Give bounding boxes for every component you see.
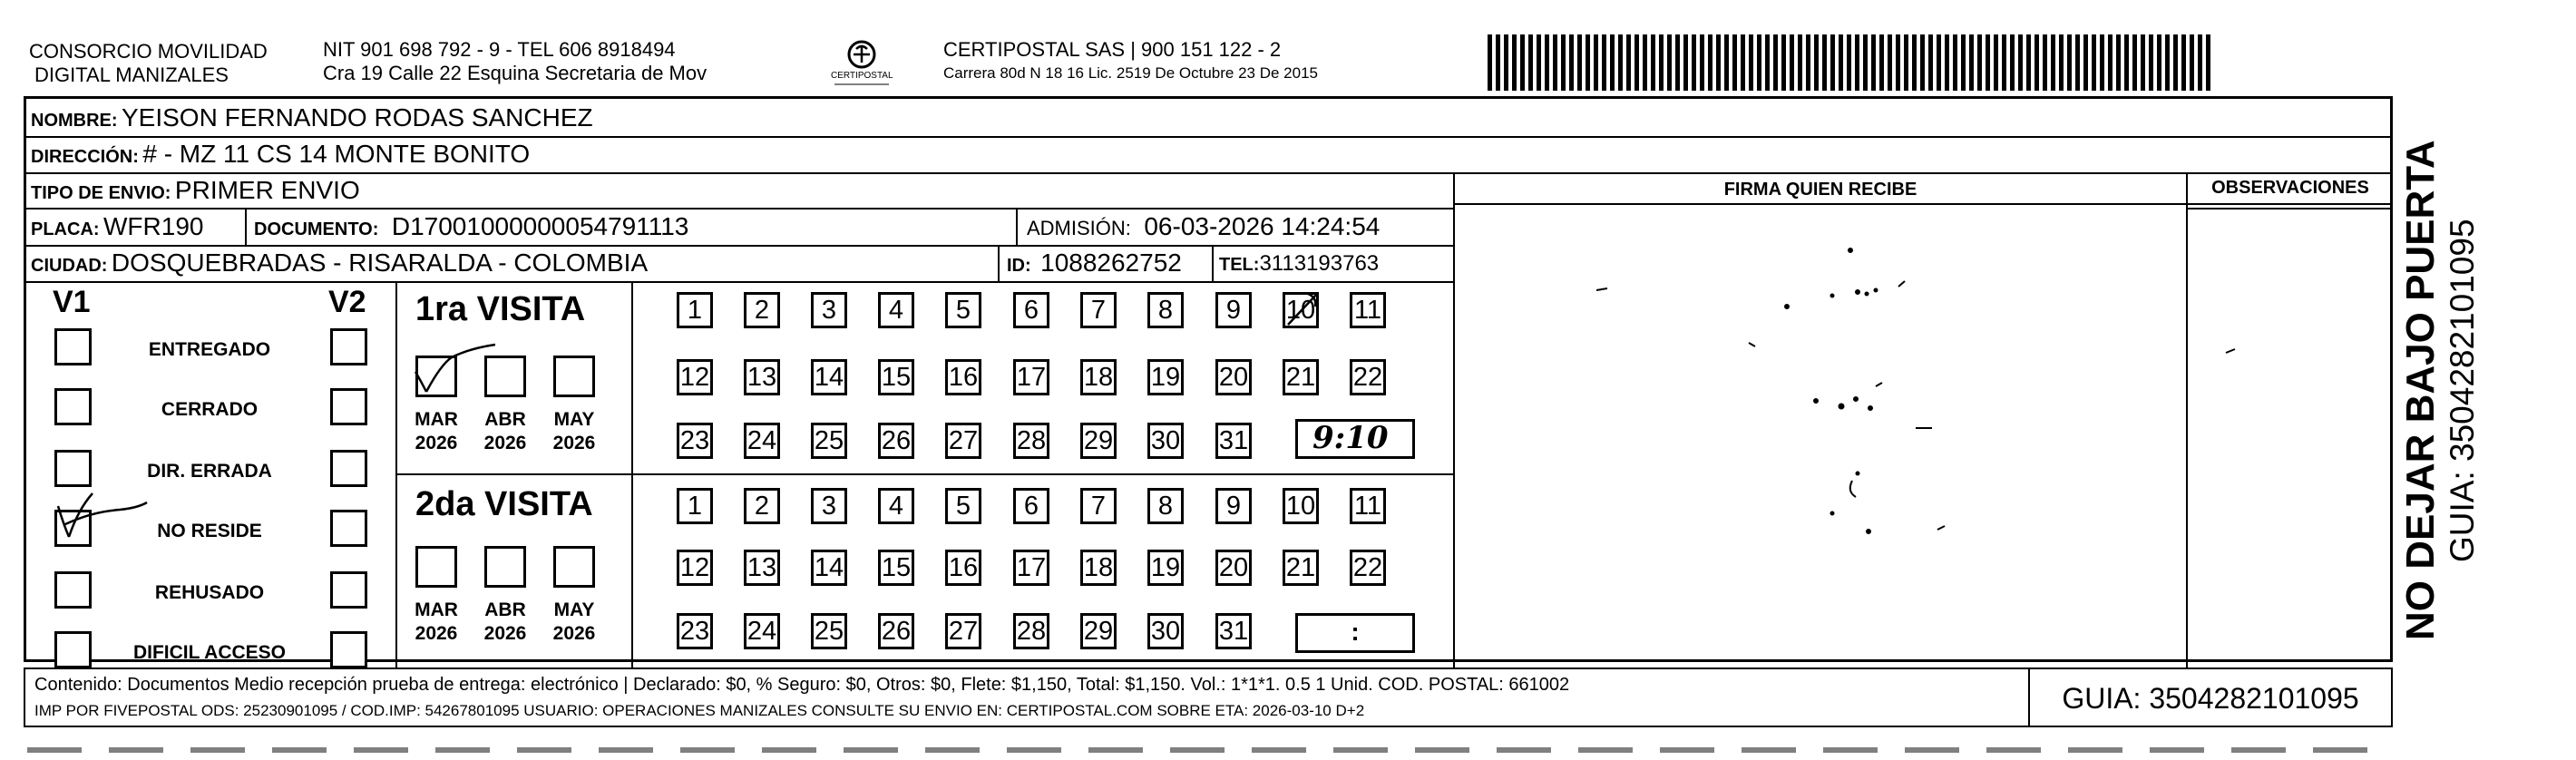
barcode-bar [1634,34,1639,91]
second-visit-day-16[interactable]: 16 [945,550,981,586]
status-label: ENTREGADO [148,339,271,360]
v1-checkbox[interactable] [54,388,92,425]
second-visit-day-10[interactable]: 10 [1283,488,1319,524]
barcode-bar [1937,34,1941,91]
second-visit-month-label: MAR 2026 [415,599,458,644]
first-visit-day-3[interactable]: 3 [811,292,847,328]
side-guia: GUIA: 3504282101095 [2444,219,2481,562]
v2-checkbox[interactable] [330,450,367,487]
second-visit-day-7[interactable]: 7 [1080,488,1117,524]
barcode-bar [2149,34,2153,91]
first-visit-day-31[interactable]: 31 [1215,423,1252,459]
barcode-bar [2173,34,2178,91]
barcode-bar [1855,34,1859,91]
barcode-bar [1757,34,1761,91]
barcode-bar [1920,34,1925,91]
second-visit-day-14[interactable]: 14 [811,550,847,586]
ciudad-value: DOSQUEBRADAS - RISARALDA - COLOMBIA [111,248,649,277]
second-visit-month-mar-checkbox[interactable] [415,546,457,588]
second-visit-day-2[interactable]: 2 [744,488,780,524]
barcode-bar [2002,34,2006,91]
barcode-bar [1863,34,1868,91]
second-visit-day-25[interactable]: 25 [811,613,847,649]
barcode-bar [2083,34,2088,91]
barcode-bar [1488,34,1492,91]
barcode-bar [1741,34,1745,91]
observations-label: OBSERVACIONES [2211,178,2369,198]
status-label: NO RESIDE [157,521,262,541]
barcode-bar [2059,34,2064,91]
barcode-bar [2190,34,2194,91]
second-visit-day-8[interactable]: 8 [1147,488,1184,524]
barcode-bar [1806,34,1810,91]
barcode-bar [1781,34,1786,91]
barcode-bar [1683,34,1688,91]
first-visit-day-1[interactable]: 1 [677,292,713,328]
second-visit-month-may-checkbox[interactable] [553,546,595,588]
first-visit-day-23[interactable]: 23 [677,423,713,459]
second-visit-day-4[interactable]: 4 [878,488,914,524]
first-visit-day-30[interactable]: 30 [1147,423,1184,459]
documento-value: D17001000000054791113 [391,212,689,240]
documento-cell [254,212,688,241]
status-label: DIR. ERRADA [147,461,272,482]
barcode-bar [2010,34,2015,91]
first-visit-day-28[interactable]: 28 [1013,423,1049,459]
barcode-bar [1879,34,1884,91]
placa-cell [31,212,203,241]
first-visit-day-18[interactable]: 18 [1080,359,1117,395]
second-visit-day-22[interactable]: 22 [1350,550,1386,586]
second-visit-day-6[interactable]: 6 [1013,488,1049,524]
footer-content: Contenido: Documentos Medio recepción prueba de entrega: electrónico | Declarado: $0, % Seguro: $0, Otros: $0, Flete: $1,150, Total: $1,150. Vol.: 1*1*1. 0.5 1 Unid. COD. POSTAL: 661002 [34,675,1570,695]
tipo-label: TIPO DE ENVIO: [31,183,171,203]
barcode-bar [1512,34,1517,91]
first-visit-month-label: MAY 2026 [552,409,596,453]
barcode-bar [1586,34,1590,91]
barcode-bar [2051,34,2055,91]
tel-label: TEL: [1219,255,1260,275]
v2-label: V2 [328,285,366,319]
second-visit-day-19[interactable]: 19 [1147,550,1184,586]
first-visit-month-may-checkbox[interactable] [553,356,595,397]
first-visit-day-24[interactable]: 24 [744,423,780,459]
tipo-row [31,176,360,205]
first-visit-day-5[interactable]: 5 [945,292,981,328]
first-visit-day-22[interactable]: 22 [1350,359,1386,395]
v2-checkbox[interactable] [330,631,367,668]
barcode-bar [1659,34,1664,91]
barcode-bar [1732,34,1737,91]
v1-checkbox[interactable] [54,571,92,609]
first-visit-day-9[interactable]: 9 [1215,292,1252,328]
barcode-bar [1798,34,1802,91]
second-visit-day-1[interactable]: 1 [677,488,713,524]
barcode-bar [1839,34,1843,91]
certipostal-logo: CERTIPOSTAL [824,34,900,91]
first-visit-month-label: ABR 2026 [483,409,527,453]
second-visit-day-21[interactable]: 21 [1283,550,1319,586]
barcode-bar [1569,34,1574,91]
placa-label: PLACA: [31,219,100,239]
barcode-bar [1577,34,1582,91]
barcode-bar [2108,34,2113,91]
first-visit-day-27[interactable]: 27 [945,423,981,459]
barcode-bar [1912,34,1917,91]
barcode-bar [1675,34,1680,91]
barcode-bar [1716,34,1721,91]
nombre-value: YEISON FERNANDO RODAS SANCHEZ [122,103,593,132]
second-visit-day-9[interactable]: 9 [1215,488,1252,524]
barcode-bar [2141,34,2145,91]
barcode-bar [1888,34,1892,91]
first-visit-day-6[interactable]: 6 [1013,292,1049,328]
second-visit-day-5[interactable]: 5 [945,488,981,524]
v1-checkbox[interactable] [54,328,92,365]
barcode-bar [1953,34,1957,91]
barcode-bar [1561,34,1566,91]
barcode-bar [2198,34,2202,91]
barcode-bar [2206,34,2210,91]
barcode-bar [1749,34,1753,91]
barcode-bar [2124,34,2129,91]
barcode-bar [1822,34,1827,91]
second-visit-month-label: MAY 2026 [552,599,596,644]
barcode-bar [1773,34,1778,91]
barcode-bar [2181,34,2186,91]
first-visit-day-20[interactable]: 20 [1215,359,1252,395]
nombre-label: NOMBRE: [31,111,118,131]
side-warning: NO DEJAR BAJO PUERTA [2398,140,2443,640]
barcode-bar [1790,34,1794,91]
mar-checkmark-icon [406,343,506,402]
footer-print-info: IMP POR FIVEPOSTAL ODS: 25230901095 / COD.IMP: 54267801095 USUARIO: OPERACIONES MANIZALES CONSULTE SU ENVIO EN: CERTIPOSTAL.COM SOBRE ETA: 2026-03-10 D+2 [34,702,1365,719]
barcode-bar [1969,34,1974,91]
id-value: 1088262752 [1040,248,1182,277]
signature-label: FIRMA QUIEN RECIBE [1723,180,1917,200]
first-visit-day-14[interactable]: 14 [811,359,847,395]
second-visit-day-27[interactable]: 27 [945,613,981,649]
second-visit-month-label: ABR 2026 [483,599,527,644]
barcode-bar [1537,34,1541,91]
no-reside-checkmark-icon [53,479,152,547]
barcode [1488,34,2213,91]
barcode-bar [1553,34,1557,91]
first-visit-day-8[interactable]: 8 [1147,292,1184,328]
tear-edge [27,747,2386,753]
barcode-bar [1724,34,1729,91]
second-visit-day-30[interactable]: 30 [1147,613,1184,649]
courier-info: CERTIPOSTAL SAS | 900 151 122 - 2 Carrera 80d N 18 16 Lic. 2519 De Octubre 23 De 2015 [943,38,1318,82]
second-visit-day-31[interactable]: 31 [1215,613,1252,649]
first-visit-month-label: MAR 2026 [415,409,458,453]
direccion-row [31,140,530,169]
barcode-bar [2157,34,2161,91]
barcode-bar [1904,34,1908,91]
barcode-bar [1520,34,1525,91]
admision-cell [1027,212,1380,241]
v2-checkbox[interactable] [330,388,367,425]
barcode-bar [1830,34,1835,91]
first-visit-day-29[interactable]: 29 [1080,423,1117,459]
first-visit-day-17[interactable]: 17 [1013,359,1049,395]
second-visit-time: : [1351,618,1360,646]
first-visit-day-15[interactable]: 15 [878,359,914,395]
second-visit-day-15[interactable]: 15 [878,550,914,586]
barcode-bar [2026,34,2031,91]
first-visit-label: 1ra VISITA [415,290,586,328]
barcode-bar [1847,34,1851,91]
barcode-bar [2092,34,2096,91]
second-visit-day-3[interactable]: 3 [811,488,847,524]
first-visit-day-12[interactable]: 12 [677,359,713,395]
admision-label: ADMISIÓN: [1027,217,1131,239]
barcode-bar [1667,34,1672,91]
first-visit-day-25[interactable]: 25 [811,423,847,459]
placa-value: WFR190 [103,212,204,240]
status-label: DIFICIL ACCESO [132,642,286,663]
barcode-bar [1700,34,1704,91]
status-label: CERRADO [161,399,259,420]
barcode-bar [1651,34,1655,91]
v2-checkbox[interactable] [330,510,367,547]
first-visit-day-7[interactable]: 7 [1080,292,1117,328]
company-name: CONSORCIO MOVILIDAD DIGITAL MANIZALES [29,40,268,86]
barcode-bar [1643,34,1647,91]
barcode-bar [2116,34,2121,91]
signature-field[interactable] [1497,227,2177,653]
first-visit-day-21[interactable]: 21 [1283,359,1319,395]
barcode-bar [1626,34,1631,91]
second-visit-day-20[interactable]: 20 [1215,550,1252,586]
id-cell [1007,248,1182,278]
day-10-mark-icon [1281,288,1326,336]
barcode-bar [2018,34,2023,91]
barcode-bar [1994,34,1998,91]
direccion-label: DIRECCIÓN: [31,147,139,167]
barcode-bar [1814,34,1819,91]
second-visit-day-24[interactable]: 24 [744,613,780,649]
barcode-bar [1528,34,1533,91]
v2-checkbox[interactable] [330,328,367,365]
tel-value: 3113193763 [1259,251,1380,276]
ciudad-label: CIUDAD: [31,256,108,276]
barcode-bar [2100,34,2104,91]
first-visit-day-26[interactable]: 26 [878,423,914,459]
barcode-bar [1708,34,1712,91]
guia-box-text: GUIA: 3504282101095 [2062,682,2359,715]
second-visit-day-29[interactable]: 29 [1080,613,1117,649]
tel-cell [1219,251,1379,277]
barcode-bar [2165,34,2170,91]
first-visit-time: 9:10 [1312,420,1389,456]
barcode-bar [1618,34,1623,91]
second-visit-day-28[interactable]: 28 [1013,613,1049,649]
v1-label: V1 [53,285,91,319]
first-visit-day-11[interactable]: 11 [1350,292,1386,328]
guia-box [2028,667,2393,727]
ciudad-cell [31,248,648,278]
barcode-bar [1961,34,1966,91]
first-visit-day-4[interactable]: 4 [878,292,914,328]
barcode-bar [1504,34,1508,91]
barcode-bar [2034,34,2039,91]
second-visit-month-abr-checkbox[interactable] [484,546,526,588]
barcode-bar [2067,34,2072,91]
first-visit-day-16[interactable]: 16 [945,359,981,395]
nombre-row [31,103,593,132]
barcode-bar [1928,34,1933,91]
first-visit-day-19[interactable]: 19 [1147,359,1184,395]
documento-label: DOCUMENTO: [254,219,379,239]
first-visit-day-2[interactable]: 2 [744,292,780,328]
barcode-bar [2132,34,2137,91]
barcode-bar [1545,34,1549,91]
barcode-bar [1986,34,1990,91]
second-visit-day-13[interactable]: 13 [744,550,780,586]
admision-value: 06-03-2026 14:24:54 [1144,212,1381,240]
barcode-bar [1871,34,1876,91]
barcode-bar [1594,34,1598,91]
direccion-value: # - MZ 11 CS 14 MONTE BONITO [142,140,531,168]
status-label: REHUSADO [154,582,265,603]
second-visit-day-18[interactable]: 18 [1080,550,1117,586]
company-contact: NIT 901 698 792 - 9 - TEL 606 8918494 Cra 19 Calle 22 Esquina Secretaria de Mov [323,38,707,84]
second-visit-day-23[interactable]: 23 [677,613,713,649]
v2-checkbox[interactable] [330,571,367,609]
barcode-bar [1945,34,1949,91]
id-label: ID: [1007,256,1031,276]
tipo-value: PRIMER ENVIO [174,176,360,204]
first-visit-day-10[interactable]: 10 [1283,292,1319,328]
barcode-bar [1977,34,1982,91]
barcode-bar [1896,34,1900,91]
barcode-bar [1765,34,1770,91]
second-visit-label: 2da VISITA [415,485,593,523]
barcode-bar [2043,34,2047,91]
barcode-bar [1692,34,1696,91]
second-visit-day-17[interactable]: 17 [1013,550,1049,586]
barcode-bar [2075,34,2080,91]
second-visit-day-26[interactable]: 26 [878,613,914,649]
barcode-bar [1496,34,1500,91]
barcode-bar [1610,34,1615,91]
observations-field[interactable] [2224,343,2242,359]
first-visit-day-13[interactable]: 13 [744,359,780,395]
v1-checkbox[interactable] [54,631,92,668]
first-visit-time-field[interactable] [1295,419,1415,459]
second-visit-day-11[interactable]: 11 [1350,488,1386,524]
second-visit-time-field[interactable] [1295,613,1415,653]
second-visit-day-12[interactable]: 12 [677,550,713,586]
barcode-bar [1602,34,1606,91]
